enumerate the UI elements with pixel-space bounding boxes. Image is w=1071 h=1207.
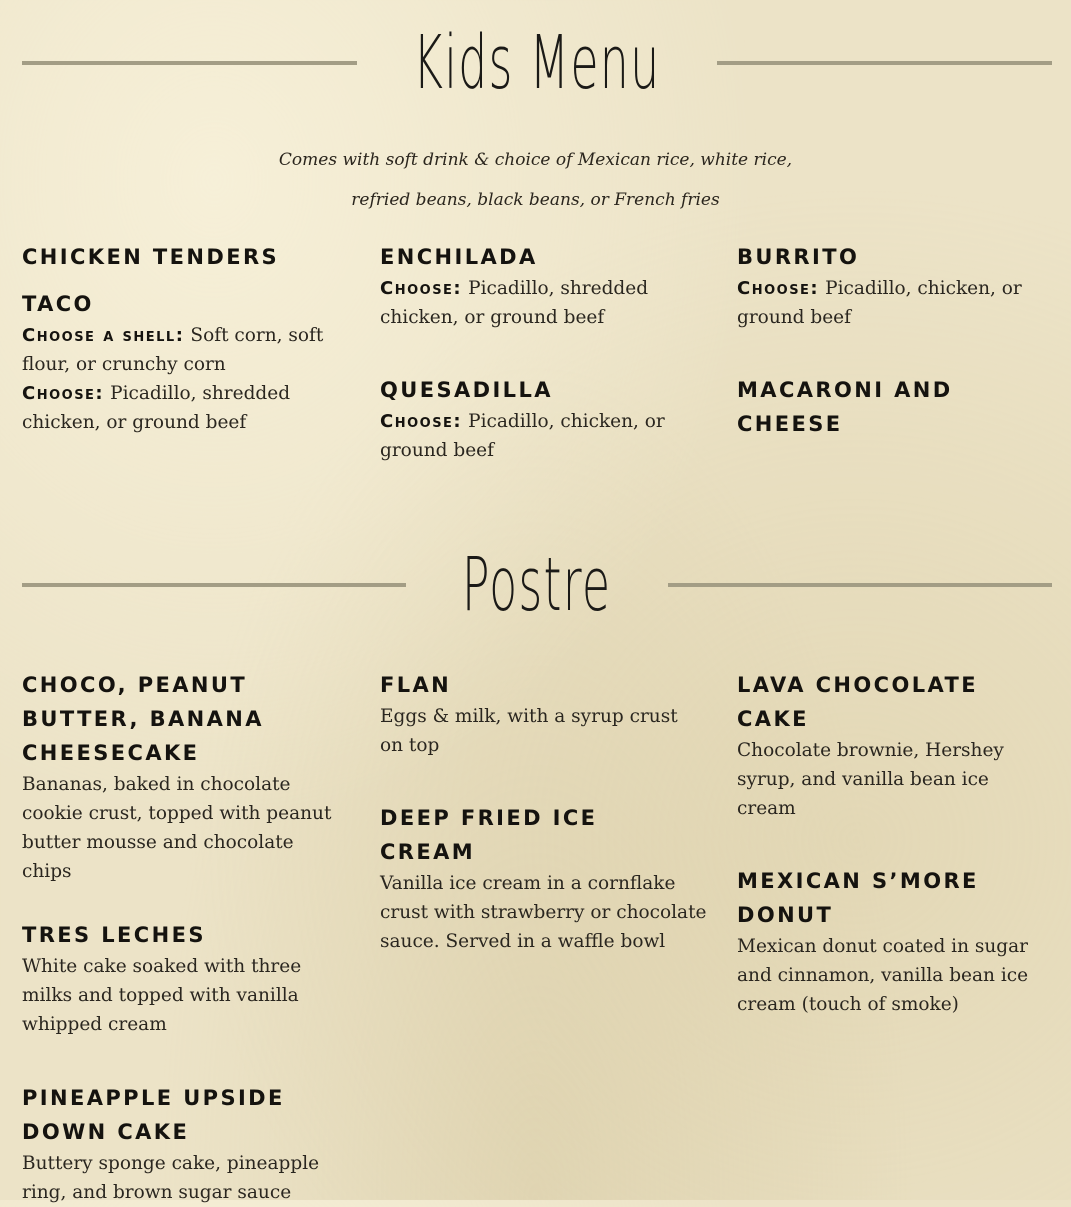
item-name: QUESADILLA [380, 378, 553, 402]
item-name: TRES LECHES [22, 923, 206, 947]
option-value: Picadillo, shredded chicken, or ground beef [380, 278, 649, 328]
item-description: Chocolate brownie, Hershey syrup, and vanilla bean ice cream [737, 740, 1004, 819]
option-value: Picadillo, shredded chicken, or ground beef [22, 383, 291, 433]
item-name: DEEP FRIED ICE CREAM [380, 806, 598, 864]
item-name: LAVA CHOCOLATE CAKE [737, 673, 978, 731]
menu-item-cheesecake [22, 668, 347, 886]
kids-column-3 [737, 240, 1052, 441]
burrito-filling-option [737, 274, 1052, 332]
taco-filling-option [22, 379, 352, 437]
option-label: Choose: [737, 278, 820, 299]
item-description: Mexican donut coated in sugar and cinnamon, vanilla bean ice cream (touch of smoke) [737, 936, 1029, 1015]
quesadilla-filling-option [380, 407, 710, 465]
header-rule-left [22, 583, 406, 587]
header-rule-left [22, 61, 357, 65]
item-name: BURRITO [737, 245, 860, 269]
option-label: Choose: [22, 383, 105, 404]
menu-item-lava-chocolate-cake [737, 668, 1052, 823]
subtitle-line-1: Comes with soft drink & choice of Mexican rice, white rice, [278, 150, 793, 170]
header-rule-right [717, 61, 1052, 65]
menu-item-pineapple-upside-down-cake [22, 1081, 347, 1207]
postre-header [22, 542, 1052, 628]
item-name: ENCHILADA [380, 245, 538, 269]
option-label: Choose: [380, 278, 463, 299]
menu-item-mexican-smore-donut [737, 864, 1052, 1019]
item-name: MEXICAN S’MORE DONUT [737, 869, 979, 927]
option-label: Choose a shell: [22, 325, 185, 346]
item-description: Buttery sponge cake, pineapple ring, and brown sugar sauce [22, 1153, 320, 1203]
menu-item-quesadilla [380, 373, 710, 465]
postre-column-3 [737, 668, 1052, 1019]
item-name: MACARONI AND CHEESE [737, 378, 953, 436]
item-description: Bananas, baked in chocolate cookie crust, topped with peanut butter mousse and chocolate chips [22, 774, 332, 882]
menu-item-enchilada [380, 240, 710, 332]
kids-column-2 [380, 240, 710, 465]
item-name: PINEAPPLE UPSIDE DOWN CAKE [22, 1086, 285, 1144]
item-name: TACO [22, 292, 94, 316]
kids-column-1 [22, 240, 352, 437]
subtitle-line-2: refried beans, black beans, or French fries [351, 190, 720, 210]
item-name: CHICKEN TENDERS [22, 245, 280, 269]
header-rule-right [668, 583, 1052, 587]
menu-item-deep-fried-ice-cream [380, 801, 710, 956]
option-label: Choose: [380, 411, 463, 432]
taco-shell-option [22, 321, 352, 379]
kids-menu-header [22, 20, 1052, 106]
option-value: Picadillo, chicken, or ground beef [737, 278, 1022, 328]
item-description: White cake soaked with three milks and topped with vanilla whipped cream [22, 956, 302, 1035]
item-description: Eggs & milk, with a syrup crust on top [380, 706, 678, 756]
option-value: Picadillo, chicken, or ground beef [380, 411, 665, 461]
item-name: FLAN [380, 673, 452, 697]
kids-menu-subtitle [0, 140, 1071, 220]
menu-item-tres-leches [22, 918, 347, 1039]
menu-item-flan [380, 668, 710, 760]
item-description: Vanilla ice cream in a cornflake crust with strawberry or chocolate sauce. Served in a waffle bowl [380, 873, 707, 952]
menu-item-chicken-tenders [22, 240, 352, 274]
option-value: Soft corn, soft flour, or crunchy corn [22, 325, 324, 375]
postre-title: Postre [462, 542, 612, 628]
menu-item-burrito [737, 240, 1052, 332]
menu-item-macaroni-and-cheese [737, 373, 1052, 441]
enchilada-filling-option [380, 274, 710, 332]
kids-menu-title: Kids Menu [413, 20, 661, 106]
postre-column-1 [22, 668, 347, 1207]
menu-item-taco [22, 287, 352, 437]
postre-column-2 [380, 668, 710, 956]
item-name: CHOCO, PEANUT BUTTER, BANANA CHEESECAKE [22, 673, 264, 765]
